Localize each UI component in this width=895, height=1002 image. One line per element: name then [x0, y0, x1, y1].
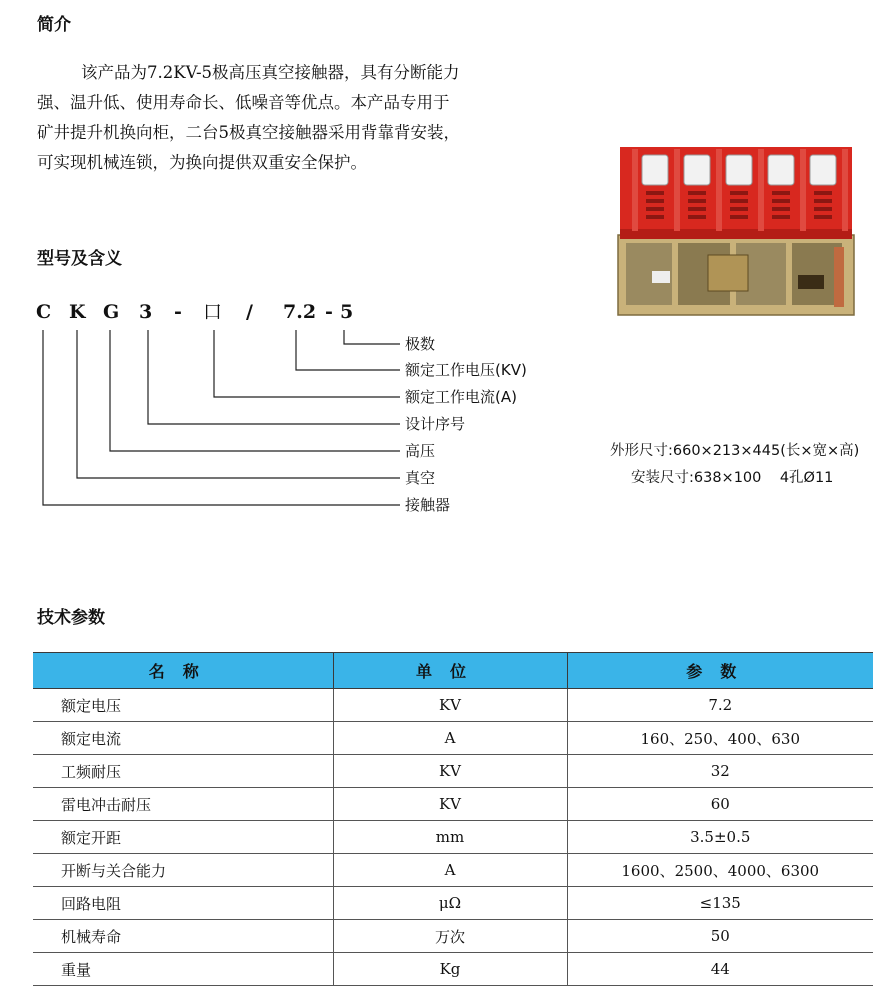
row-name: 额定开距 — [33, 821, 333, 854]
meaning-vacuum: 真空 — [405, 469, 436, 487]
table-row — [33, 788, 873, 821]
meaning-contactor: 接触器 — [405, 496, 451, 514]
meaning-poles: 极数 — [405, 335, 436, 353]
table-row — [33, 689, 873, 722]
row-value: 60 — [567, 788, 873, 821]
intro-line-3: 矿井提升机换向柜，二台5极真空接触器采用背靠背安装， — [37, 123, 460, 142]
meaning-high-voltage: 高压 — [405, 442, 436, 460]
row-name: 机械寿命 — [33, 920, 333, 953]
meaning-rated-voltage: 额定工作电压(KV) — [405, 361, 527, 379]
row-unit: 万次 — [333, 920, 567, 953]
table-row — [33, 755, 873, 788]
intro-line-1: 该产品为7.2KV-5极高压真空接触器，具有分断能力 — [81, 63, 460, 82]
code-char-slash: / — [246, 301, 253, 323]
row-value: 3.5±0.5 — [567, 821, 873, 854]
row-unit: A — [333, 722, 567, 755]
table-row — [33, 722, 873, 755]
row-unit: KV — [333, 788, 567, 821]
spec-table — [33, 652, 873, 986]
code-char-dash-1: - — [174, 301, 182, 323]
table-row — [33, 887, 873, 920]
code-char-k: K — [69, 301, 86, 323]
row-name: 工频耐压 — [33, 755, 333, 788]
row-value: 50 — [567, 920, 873, 953]
table-row — [33, 953, 873, 986]
row-value: 32 — [567, 755, 873, 788]
table-row — [33, 854, 873, 887]
row-unit: A — [333, 854, 567, 887]
intro-heading: 简介 — [37, 15, 71, 35]
model-heading: 型号及含义 — [37, 249, 122, 269]
row-unit: mm — [333, 821, 567, 854]
row-value: 7.2 — [567, 689, 873, 722]
row-name: 回路电阻 — [33, 887, 333, 920]
col-header-value: 参数 — [567, 653, 873, 689]
code-char-g: G — [103, 301, 120, 323]
row-unit: μΩ — [333, 887, 567, 920]
code-char-voltage: 7.2 — [283, 301, 317, 323]
code-char-dash-2: - — [325, 301, 333, 323]
meaning-rated-current: 额定工作电流(A) — [405, 388, 517, 406]
row-unit: KV — [333, 689, 567, 722]
row-unit: Kg — [333, 953, 567, 986]
code-char-poles: 5 — [340, 301, 354, 323]
specs-heading: 技术参数 — [37, 608, 105, 628]
spec-table-header — [33, 653, 873, 689]
row-unit: KV — [333, 755, 567, 788]
col-header-name: 名称 — [33, 653, 333, 689]
row-name: 额定电压 — [33, 689, 333, 722]
row-name: 重量 — [33, 953, 333, 986]
outline-dimensions: 外形尺寸:660×213×445(长×宽×高) — [610, 443, 860, 459]
row-name: 雷电冲击耐压 — [33, 788, 333, 821]
row-value: 44 — [567, 953, 873, 986]
product-photo — [612, 143, 860, 318]
table-row — [33, 920, 873, 953]
intro-line-2: 强、温升低、使用寿命长、低噪音等优点。本产品专用于 — [37, 93, 450, 112]
row-name: 开断与关合能力 — [33, 854, 333, 887]
row-name: 额定电流 — [33, 722, 333, 755]
row-value: ≤135 — [567, 887, 873, 920]
install-dimensions: 安装尺寸:638×100 4孔Ø11 — [631, 470, 834, 486]
code-char-c: C — [36, 301, 52, 323]
table-row — [33, 821, 873, 854]
code-char-current-box: 口 — [203, 301, 223, 323]
row-value: 160、250、400、630 — [567, 722, 873, 755]
intro-line-4: 可实现机械连锁，为换向提供双重安全保护。 — [37, 153, 367, 172]
row-value: 1600、2500、4000、6300 — [567, 854, 873, 887]
col-header-unit: 单位 — [333, 653, 567, 689]
meaning-design-serial: 设计序号 — [405, 415, 466, 433]
code-char-3: 3 — [139, 301, 153, 323]
intro-paragraph — [37, 58, 537, 178]
